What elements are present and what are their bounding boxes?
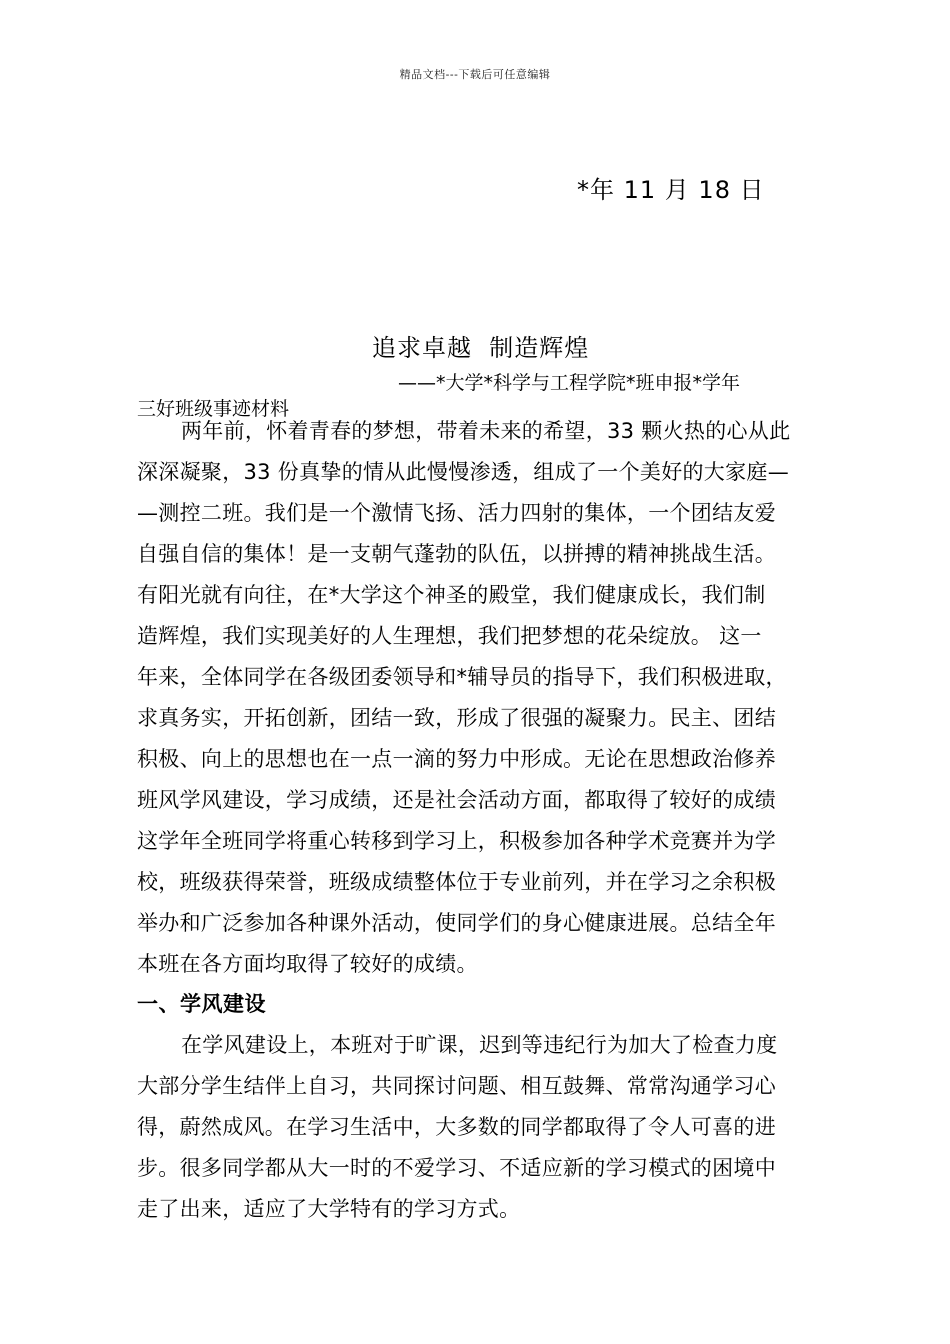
text-line: 本班在各方面均取得了较好的成绩。 <box>137 952 478 976</box>
section-heading-study-style: 一、学风建设 <box>137 992 266 1016</box>
text-line: 深深凝聚，33 份真挚的情从此慢慢渗透，组成了一个美好的大家庭— <box>137 460 789 484</box>
text-line: 得，蔚然成风。在学习生活中，大多数的同学都取得了令人可喜的进 <box>137 1115 776 1139</box>
text-line: 举办和广泛参加各种课外活动，使同学们的身心健康进展。总结全年 <box>137 911 776 935</box>
text-line: 大部分学生结伴上自习，共同探讨问题、相互鼓舞、常常沟通学习心 <box>137 1074 776 1098</box>
page-header-watermark: 精品文档---下载后可任意编辑 <box>399 68 551 81</box>
document-subtitle: ——*大学*科学与工程学院*班申报*学年 <box>398 372 741 394</box>
text-line: 积极、向上的思想也在一点一滴的努力中形成。无论在思想政治修养 <box>137 747 776 771</box>
text-line: 步。很多同学都从大一时的不爱学习、不适应新的学习模式的困境中 <box>137 1156 776 1180</box>
paragraph-intro <box>137 411 827 985</box>
text-line: 校，班级获得荣誉，班级成绩整体位于专业前列，并在学习之余积极 <box>137 870 776 894</box>
text-line: 班风学风建设，学习成绩，还是社会活动方面，都取得了较好的成绩 <box>137 788 776 812</box>
text-line: 走了出来，适应了大学特有的学习方式。 <box>137 1197 521 1221</box>
paragraph-study-style <box>137 1025 827 1230</box>
text-line: 这学年全班同学将重心转移到学习上，积极参加各种学术竞赛并为学 <box>137 829 776 853</box>
document-date: *年 11 月 18 日 <box>577 176 765 204</box>
document-subtitle-continued: 三好班级事迹材料 <box>137 398 290 420</box>
text-line: 两年前，怀着青春的梦想，带着未来的希望，33 颗火热的心从此 <box>181 419 791 443</box>
document-title: 追求卓越 制造辉煌 <box>372 334 590 362</box>
text-line: 自强自信的集体！是一支朝气蓬勃的队伍，以拼搏的精神挑战生活。 <box>137 542 776 566</box>
text-line: 在学风建设上，本班对于旷课，迟到等违纪行为加大了检查力度 <box>181 1033 778 1057</box>
text-line: 年来，全体同学在各级团委领导和*辅导员的指导下，我们积极进取， <box>137 665 787 689</box>
text-line: 求真务实，开拓创新，团结一致，形成了很强的凝聚力。民主、团结 <box>137 706 776 730</box>
text-line: —测控二班。我们是一个激情飞扬、活力四射的集体，一个团结友爱 <box>137 501 776 525</box>
text-line: 有阳光就有向往，在*大学这个神圣的殿堂，我们健康成长，我们制 <box>137 583 766 607</box>
text-line: 造辉煌，我们实现美好的人生理想，我们把梦想的花朵绽放。 这一 <box>137 624 762 648</box>
